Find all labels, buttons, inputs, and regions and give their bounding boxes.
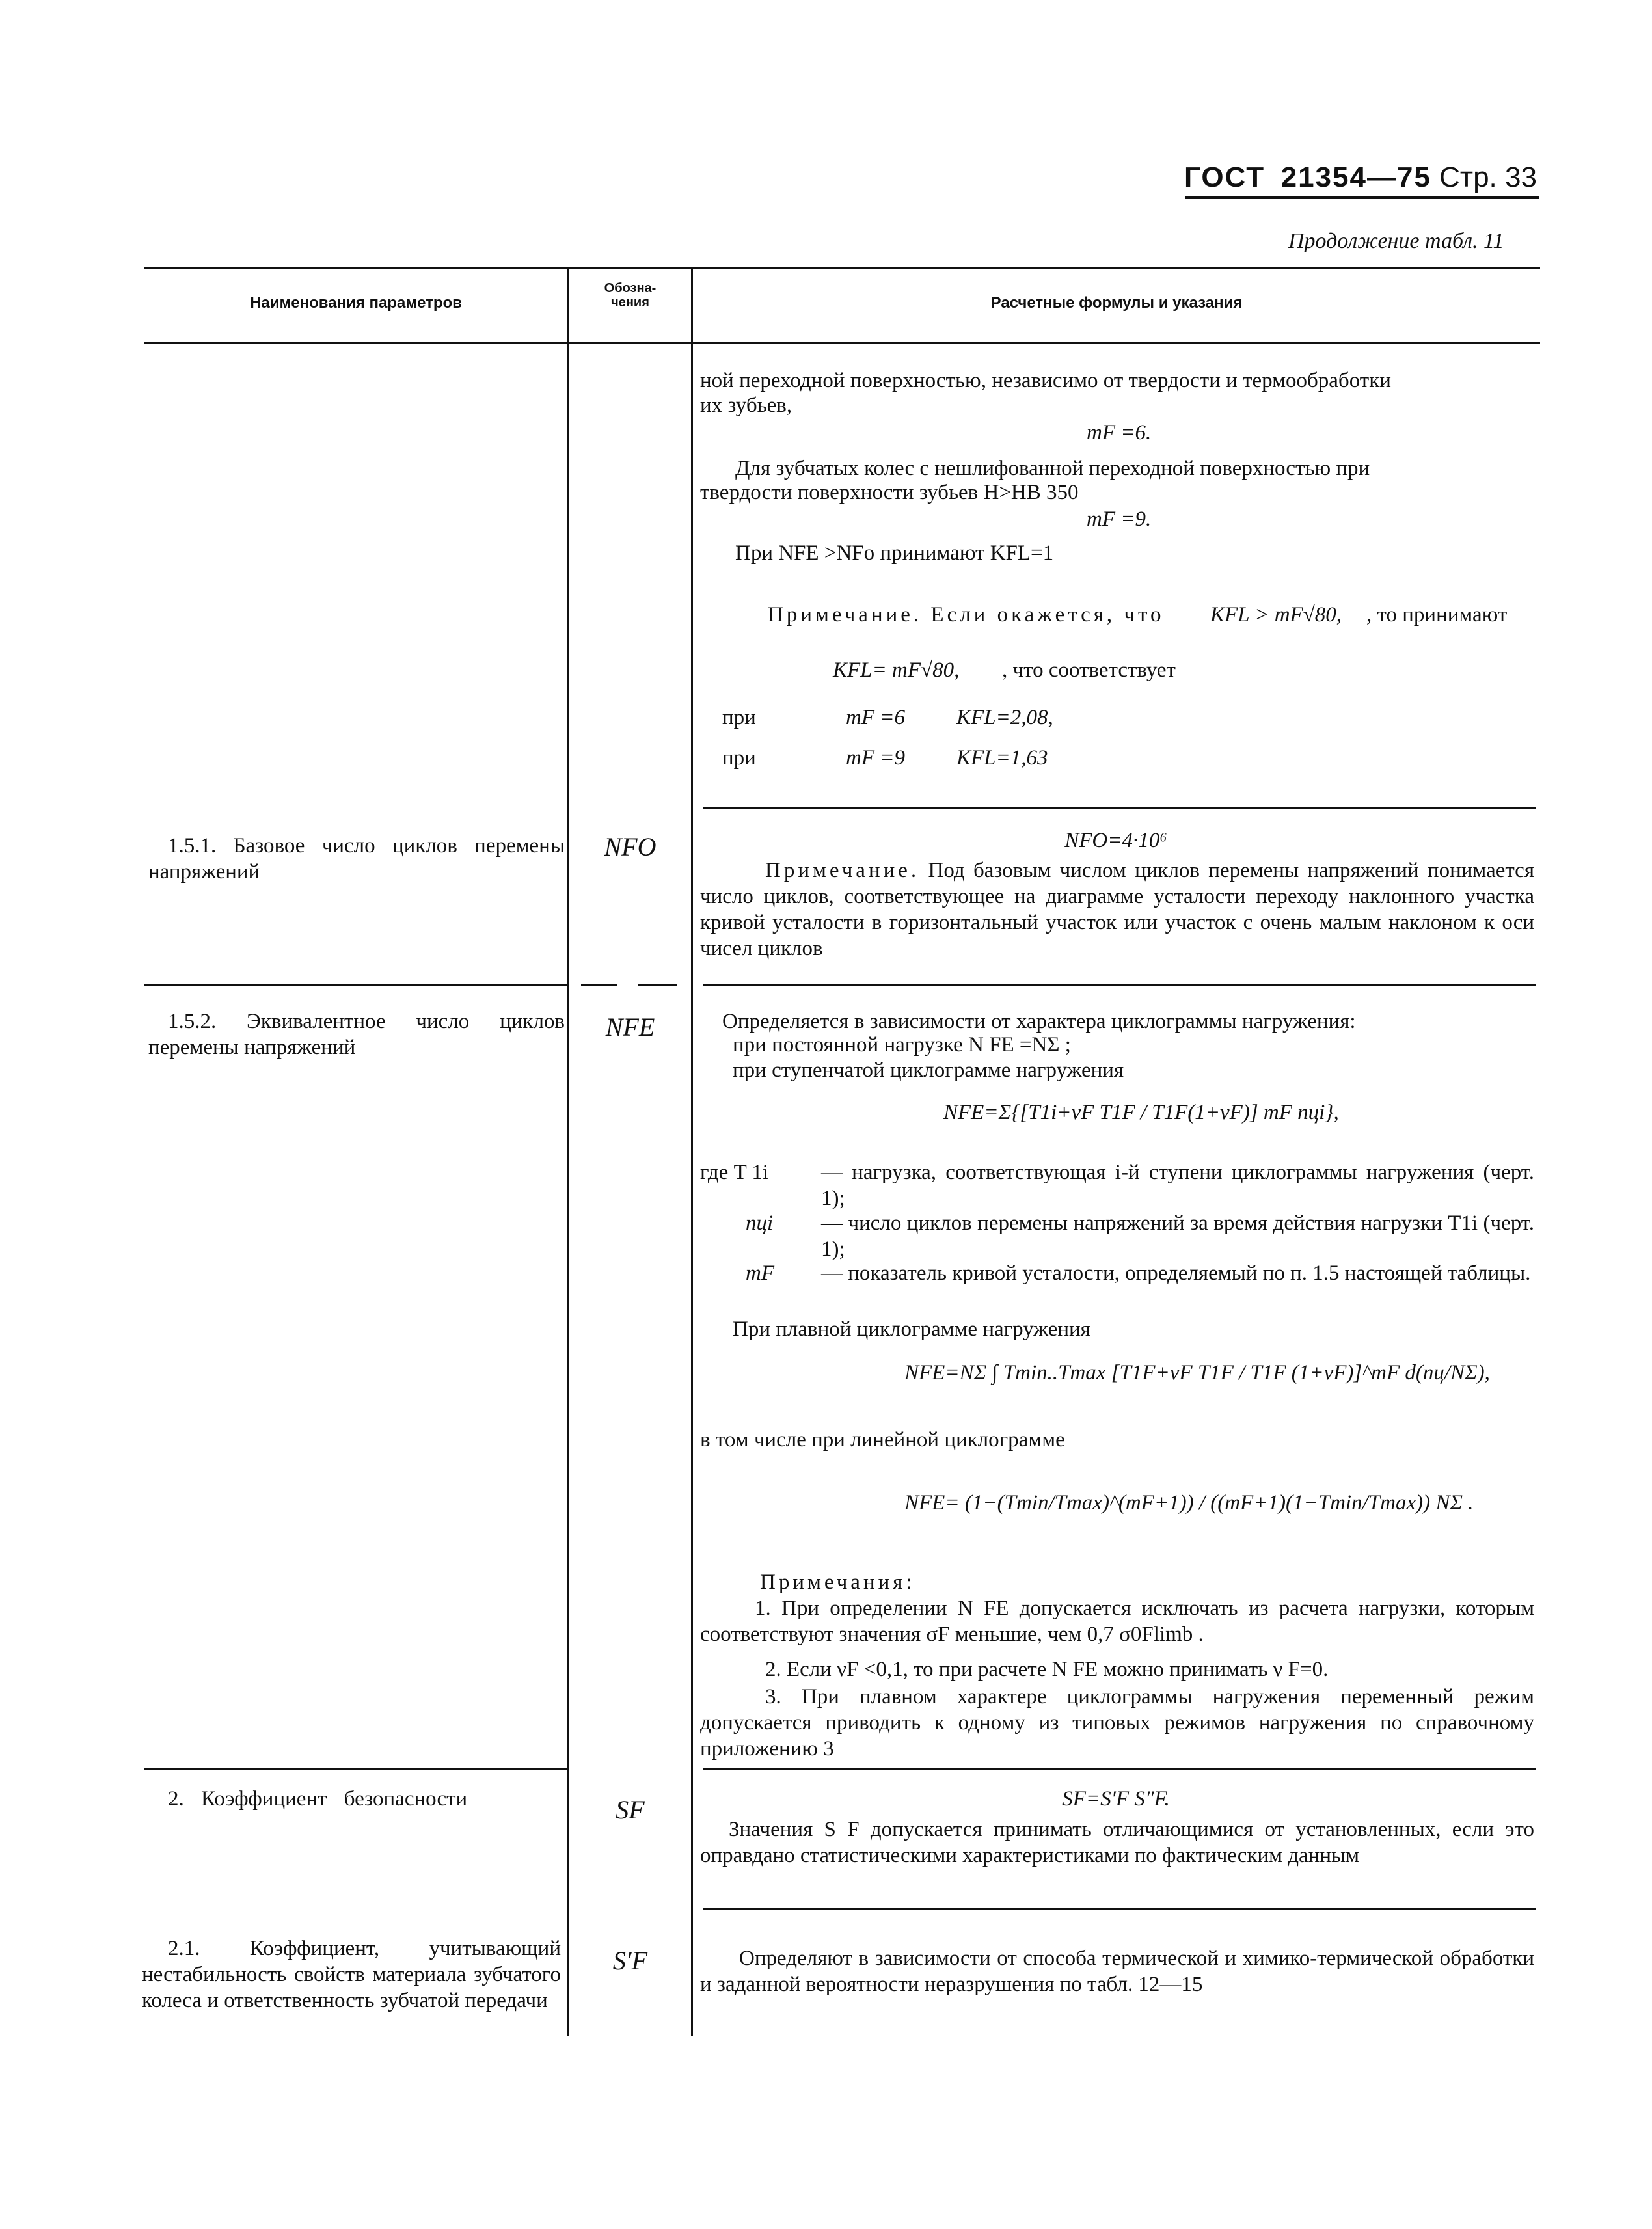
row4-name: 2.1. Коэффициент, учитывающий нестабильность свойств материала зубчатого колеса и ответственность зубчатой передачи: [142, 1937, 561, 2012]
row4-symbol: S′F: [612, 1946, 648, 1975]
row0-m9: mF =9: [846, 746, 906, 770]
row0-note-formula: KFL > mF√80,: [1210, 603, 1342, 627]
row0-line2: их зубьев,: [700, 394, 792, 417]
row3-name: 2. Коэффициент безопасности: [168, 1787, 468, 1811]
row2-note1: 1. При определении N FE допускается исключать из расчета нагрузки, которым соответствуют значения σF меньшие, чем 0,7 σ0Flimb .: [700, 1597, 1534, 1646]
row-separator-2d: [703, 984, 1536, 986]
row2-note3: 3. При плавном характере циклограммы нагружения переменный режим допускается приводить к одному из типовых режимов нагружения по справочному приложению 3: [700, 1685, 1534, 1761]
row3-symbol: SF: [616, 1795, 645, 1824]
row2-notes-head: Примечания:: [760, 1571, 915, 1594]
row1-formula: NFO=4·10⁶: [1064, 829, 1167, 852]
row2-where-label: где T 1i: [700, 1161, 769, 1184]
row1-symbol: NFO: [604, 832, 657, 861]
column-header-symbol: Обозна- чения: [604, 281, 657, 310]
row2-step-load: при ступенчатой циклограмме нагружения: [733, 1059, 1124, 1082]
row2-mf-label: mF: [746, 1262, 774, 1285]
row0-line1: ной переходной поверхностью, независимо от твердости и термообработки: [700, 369, 1391, 392]
row0-formula-mf6: mF =6.: [1087, 421, 1152, 444]
row0-para2b: твердости поверхности зубьев H>HB 350: [700, 481, 1079, 504]
row0-para3: При NFE >NFo принимают KFL=1: [735, 541, 1054, 565]
row2-linear: в том числе при линейной циклограмме: [700, 1428, 1065, 1452]
table-header-rule: [144, 342, 1540, 344]
table-continuation: Продолжение табл. 11: [1288, 229, 1504, 253]
row2-nci-text: — число циклов перемены напряжений за время действия нагрузки T1i (черт. 1);: [821, 1211, 1534, 1261]
row0-k6: KFL=2,08,: [956, 706, 1053, 729]
row0-note-tail: , то принимают: [1366, 603, 1508, 627]
header-rule: [1185, 196, 1539, 199]
row2-formula2: NFE=NΣ ∫ Tmin..Tmax [T1F+νF T1F / T1F (1+νF)]^mF d(nц/NΣ),: [904, 1361, 1490, 1385]
row2-where-text: — нагрузка, соответствующая i-й ступени циклограммы нагружения (черт. 1);: [821, 1161, 1534, 1210]
row-separator-3a: [144, 1768, 567, 1770]
table-top-rule: [144, 267, 1540, 269]
row0-m6: mF =6: [846, 706, 906, 729]
row2-symbol: NFE: [605, 1012, 655, 1042]
row0-formula-mf9: mF =9.: [1087, 507, 1152, 531]
row1-note-head: Примечание.: [765, 859, 920, 882]
row-separator-3b: [703, 1768, 1536, 1770]
row-separator-2b: [581, 984, 617, 986]
gost-label: ГОСТ: [1184, 161, 1266, 193]
column-divider-1: [567, 267, 569, 2036]
row2-formula3: NFE= (1−(Tmin/Tmax)^(mF+1)) / ((mF+1)(1−Tmin/Tmax)) NΣ .: [904, 1491, 1474, 1515]
row0-k9: KFL=1,63: [956, 746, 1048, 770]
row4-text: Определяют в зависимости от способа термической и химико-термической обработки и заданной вероятности неразрушения по табл. 12—15: [700, 1947, 1534, 1996]
column-header-name: Наименования параметров: [250, 294, 462, 312]
gost-number: 21354—75: [1280, 161, 1431, 193]
row-separator-2c: [638, 984, 677, 986]
row2-smooth: При плавной циклограмме нагружения: [733, 1317, 1090, 1341]
row0-kfl-tail: , что соответствует: [1002, 658, 1176, 682]
row3-formula: SF=S′F S″F.: [1062, 1787, 1170, 1811]
row2-mf-text: — показатель кривой усталости, определяемый по п. 1.5 настоящей таблицы.: [821, 1262, 1531, 1285]
row0-kfl-formula: KFL= mF√80,: [833, 658, 960, 682]
row0-pri2: при: [722, 746, 756, 770]
row0-pri1: при: [722, 706, 756, 729]
row1-name: 1.5.1. Базовое число циклов перемены напряжений: [148, 834, 565, 884]
row2-const-load: при постоянной нагрузке N FE =NΣ ;: [733, 1033, 1071, 1057]
row-separator-4: [703, 1908, 1536, 1910]
row1-note: [700, 858, 1534, 962]
page-header: [1184, 161, 1537, 194]
page-number: Стр. 33: [1439, 161, 1537, 193]
row2-note2: 2. Если νF <0,1, то при расчете N FE можно принимать ν F=0.: [765, 1658, 1329, 1681]
row-separator-2a: [144, 984, 567, 986]
row1-note-text: Под базовым числом циклов перемены напряжений понимается число циклов, соответствующее на диаграмме усталости переходу наклонного участка кривой усталости в горизонтальный участок или участок с очень малым наклоном к оси чисел циклов: [700, 859, 1535, 960]
row0-note-head: Примечание. Если окажется, что: [768, 603, 1165, 627]
row-separator-1: [703, 807, 1536, 809]
row3-text: Значения S F допускается принимать отличающимися от установленных, если это оправдано статистическими характеристиками по фактическим данным: [700, 1818, 1534, 1867]
row2-nci-label: nцi: [746, 1211, 774, 1235]
column-header-formula: Расчетные формулы и указания: [990, 294, 1243, 312]
row2-intro: Определяется в зависимости от характера циклограммы нагружения:: [722, 1010, 1356, 1033]
column-divider-2: [691, 267, 693, 2036]
row2-name: 1.5.2. Эквивалентное число циклов перемены напряжений: [148, 1010, 565, 1059]
row2-formula1: NFE=Σ{[T1i+νF T1F / T1F(1+νF)] mF nцi},: [943, 1101, 1339, 1124]
row0-para2a: Для зубчатых колес с нешлифованной переходной поверхностью при: [735, 457, 1370, 480]
